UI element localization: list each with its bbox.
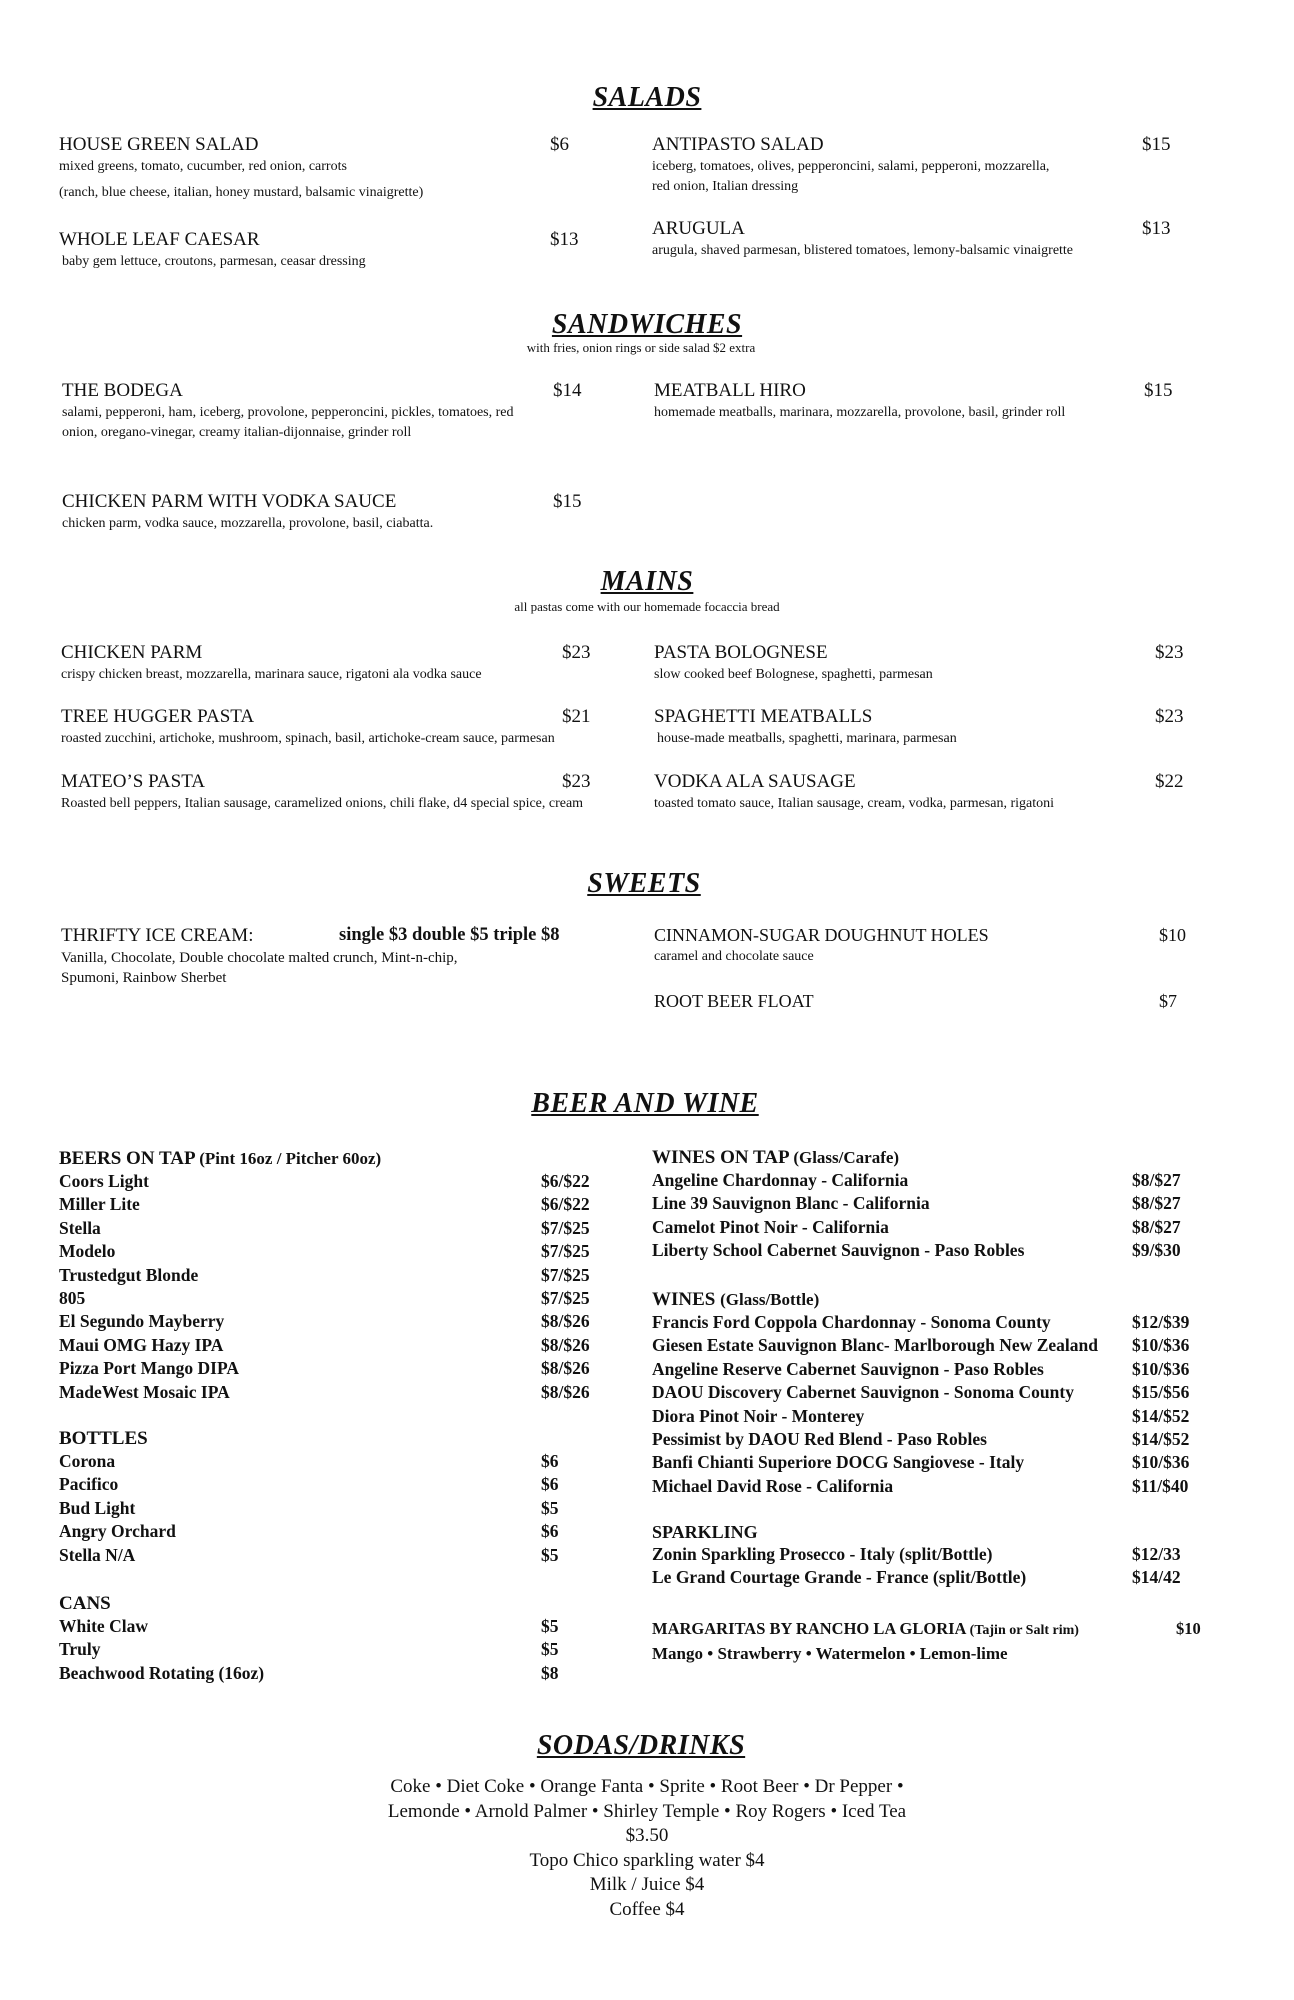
drink-row — [59, 1218, 604, 1241]
drink-row — [652, 1240, 1212, 1263]
drink-name: El Segundo Mayberry — [59, 1311, 225, 1332]
drink-price: $14/$52 — [1132, 1405, 1190, 1426]
beers-on-tap-section — [59, 1148, 604, 1405]
sodas-heading: SODAS/DRINKS — [536, 1730, 746, 1761]
item-price: $6 — [550, 134, 569, 155]
drink-name: Camelot Pinot Noir - California — [652, 1216, 889, 1237]
drink-price: $11/$40 — [1132, 1475, 1189, 1496]
drink-price: $8/$26 — [541, 1358, 590, 1379]
item-name: THE BODEGA — [62, 380, 183, 401]
wines-section — [652, 1289, 1212, 1499]
item-description: iceberg, tomatoes, olives, pepperoncini, salami, pepperoni, mozzarella, red onion, Italian dressing — [652, 159, 1050, 194]
item-price: $21 — [562, 706, 591, 727]
drink-price: $12/33 — [1132, 1544, 1181, 1564]
drink-row — [59, 1451, 604, 1474]
drink-price: $5 — [541, 1639, 559, 1660]
section-title: WINES (Glass/Bottle) — [652, 1289, 820, 1310]
drink-name: 805 — [59, 1287, 86, 1308]
menu-item-pasta-bolognese — [654, 642, 1194, 685]
menu-item-mateos-pasta — [61, 771, 621, 814]
drink-row — [59, 1639, 604, 1662]
item-price: $23 — [1155, 706, 1184, 727]
drink-name: Angry Orchard — [59, 1521, 176, 1542]
drink-row — [59, 1265, 604, 1288]
item-description: toasted tomato sauce, Italian sausage, cream, vodka, parmesan, rigatoni — [654, 796, 1055, 811]
mains-heading: MAINS — [600, 566, 694, 597]
drink-price: $6/$22 — [541, 1194, 590, 1215]
item-price: $15 — [1142, 134, 1171, 155]
drink-price: $5 — [541, 1497, 559, 1518]
drink-row — [59, 1474, 604, 1497]
drink-price: $8/$27 — [1132, 1216, 1181, 1237]
drink-row — [59, 1311, 604, 1334]
menu-item-tree-hugger-pasta — [61, 706, 641, 749]
section-title: BEERS ON TAP (Pint 16oz / Pitcher 60oz) — [59, 1148, 382, 1169]
drink-name: Francis Ford Coppola Chardonnay - Sonoma County — [652, 1312, 1051, 1332]
item-name: TREE HUGGER PASTA — [61, 706, 255, 727]
item-description: slow cooked beef Bolognese, spaghetti, parmesan — [654, 667, 933, 682]
item-name: THRIFTY ICE CREAM: — [61, 925, 254, 946]
margaritas-title: MARGARITAS BY RANCHO LA GLORIA (Tajin or Salt rim) $10 — [652, 1619, 1201, 1638]
menu-item-doughnut-holes — [654, 925, 1199, 967]
section-title: SPARKLING — [652, 1522, 758, 1542]
drink-row — [652, 1544, 1212, 1567]
item-name: MEATBALL HIRO — [654, 380, 806, 401]
item-description: Vanilla, Chocolate, Double chocolate malted crunch, Mint-n-chip, Spumoni, Rainbow Sherbet — [61, 950, 458, 986]
drink-name: Diora Pinot Noir - Monterey — [652, 1405, 865, 1426]
section-title: WINES ON TAP (Glass/Carafe) — [652, 1147, 900, 1168]
drink-row — [59, 1498, 604, 1521]
drink-price: $7/$25 — [541, 1264, 590, 1285]
drink-row — [59, 1545, 604, 1568]
drink-name: Modelo — [59, 1241, 116, 1262]
drink-row — [59, 1663, 604, 1686]
drink-row — [652, 1312, 1212, 1335]
drink-price: $7/$25 — [541, 1217, 590, 1238]
item-name: ARUGULA — [652, 218, 745, 239]
soda-line: Topo Chico sparkling water $4 — [529, 1849, 765, 1871]
drink-row — [652, 1406, 1212, 1429]
item-price: $22 — [1155, 771, 1184, 792]
drink-name: Angeline Reserve Cabernet Sauvignon - Paso Robles — [652, 1358, 1044, 1379]
drink-name: Maui OMG Hazy IPA — [59, 1334, 224, 1355]
item-price: $23 — [1155, 642, 1184, 663]
drink-row — [59, 1171, 604, 1194]
soda-line: Lemonde • Arnold Palmer • Shirley Temple • Roy Rogers • Iced Tea — [387, 1800, 907, 1822]
menu-item-antipasto-salad — [652, 134, 1177, 197]
drink-name: Liberty School Cabernet Sauvignon - Paso Robles — [652, 1240, 1025, 1261]
menu-item-spaghetti-meatballs — [654, 706, 1194, 749]
drink-row — [652, 1429, 1212, 1452]
item-name: CINNAMON-SUGAR DOUGHNUT HOLES — [654, 925, 989, 945]
drink-price: $7/$25 — [541, 1241, 590, 1262]
cans-section — [59, 1593, 604, 1686]
drink-row — [652, 1170, 1212, 1193]
section-title: CANS — [59, 1593, 111, 1614]
menu-item-whole-leaf-caesar — [59, 229, 589, 272]
drink-name: Angeline Chardonnay - California — [652, 1170, 909, 1190]
can-list — [59, 1616, 604, 1686]
drink-row — [652, 1452, 1212, 1475]
item-description: mixed greens, tomato, cucumber, red onion, carrots — [59, 159, 347, 174]
menu-item-house-green-salad — [59, 134, 579, 203]
drink-row — [652, 1476, 1212, 1499]
bottle-list — [59, 1451, 604, 1568]
drink-price: $6 — [541, 1474, 559, 1495]
item-name: VODKA ALA SAUSAGE — [654, 771, 856, 792]
drink-name: Stella N/A — [59, 1544, 136, 1565]
item-price: $23 — [562, 771, 591, 792]
item-name: HOUSE GREEN SALAD — [59, 134, 259, 155]
item-name: CHICKEN PARM — [61, 642, 203, 663]
drink-row — [652, 1335, 1212, 1358]
menu-item-vodka-ala-sausage — [654, 771, 1194, 814]
drink-row — [652, 1382, 1212, 1405]
drink-price: $10/$36 — [1132, 1335, 1190, 1356]
menu-item-arugula — [652, 218, 1177, 261]
beer-tap-list — [59, 1171, 604, 1405]
soda-line: Coffee $4 — [609, 1898, 685, 1920]
drink-name: Michael David Rose - California — [652, 1475, 894, 1496]
drink-name: Banfi Chianti Superiore DOCG Sangiovese - Italy — [652, 1452, 1025, 1473]
drink-price: $6/$22 — [541, 1171, 590, 1191]
drink-name: Pacifico — [59, 1474, 119, 1495]
item-price: $15 — [553, 491, 582, 512]
drink-name: Zonin Sparkling Prosecco - Italy (split/Bottle) — [652, 1544, 993, 1564]
drink-row — [59, 1382, 604, 1405]
drink-price: $9/$30 — [1132, 1240, 1181, 1261]
drink-name: Le Grand Courtage Grande - France (split/Bottle) — [652, 1567, 1027, 1588]
item-name: MATEO’S PASTA — [61, 771, 206, 792]
drink-row — [59, 1194, 604, 1217]
drink-row — [59, 1288, 604, 1311]
drink-name: Beachwood Rotating (16oz) — [59, 1662, 265, 1683]
item-name: WHOLE LEAF CAESAR — [59, 229, 260, 250]
drink-price: $10/$36 — [1132, 1358, 1190, 1379]
item-description: roasted zucchini, artichoke, mushroom, spinach, basil, artichoke-cream sauce, parmesan — [61, 731, 555, 746]
sodas-list — [0, 1775, 1294, 1923]
drink-row — [59, 1521, 604, 1544]
drink-row — [652, 1359, 1212, 1382]
mains-note: all pastas come with our homemade focaccia bread — [514, 599, 780, 614]
drink-row — [652, 1217, 1212, 1240]
item-name: ANTIPASTO SALAD — [652, 134, 824, 155]
drink-name: Trustedgut Blonde — [59, 1264, 199, 1285]
item-name: PASTA BOLOGNESE — [654, 642, 828, 663]
soda-line: Coke • Diet Coke • Orange Fanta • Sprite • Root Beer • Dr Pepper • — [390, 1776, 904, 1797]
item-name: ROOT BEER FLOAT — [654, 991, 814, 1011]
sparkling-section — [652, 1522, 1212, 1591]
item-price: $13 — [550, 229, 579, 250]
drink-price: $14/$52 — [1132, 1428, 1190, 1449]
section-title: BOTTLES — [59, 1428, 148, 1449]
menu-item-the-bodega — [62, 380, 582, 443]
sweets-heading: SWEETS — [587, 868, 701, 899]
wine-tap-list — [652, 1170, 1212, 1264]
item-name: SPAGHETTI MEATBALLS — [654, 706, 873, 727]
item-price: $7 — [1159, 991, 1177, 1011]
menu-item-chicken-parm — [61, 642, 621, 685]
menu-item-thrifty-ice-cream — [61, 925, 621, 988]
soda-line: $3.50 — [625, 1825, 669, 1847]
drink-price: $10/$36 — [1132, 1452, 1190, 1473]
drink-price: $6 — [541, 1521, 559, 1542]
item-prices: single $3 double $5 triple $8 — [339, 925, 560, 945]
item-dressings: (ranch, blue cheese, italian, honey mustard, balsamic vinaigrette) — [59, 185, 424, 200]
drink-price: $8/$26 — [541, 1311, 590, 1332]
drink-price: $5 — [541, 1616, 559, 1636]
item-price: $10 — [1159, 925, 1186, 945]
item-price: $23 — [562, 642, 591, 663]
drink-price: $8/$27 — [1132, 1193, 1181, 1214]
item-price: $15 — [1144, 380, 1173, 401]
drink-name: Giesen Estate Sauvignon Blanc- Marlborough New Zealand — [652, 1335, 1098, 1356]
sparkling-list — [652, 1544, 1212, 1591]
wines-on-tap-section — [652, 1147, 1212, 1264]
item-description: salami, pepperoni, ham, iceberg, provolone, pepperoncini, pickles, tomatoes, red onion, oregano-vinegar, creamy italian-dijonnaise, grinder roll — [62, 405, 514, 440]
sandwiches-heading: SANDWICHES — [551, 309, 743, 340]
margaritas-section — [652, 1619, 1212, 1664]
drink-row — [652, 1567, 1212, 1590]
item-description: house-made meatballs, spaghetti, marinara, parmesan — [657, 731, 957, 746]
drink-name: Pessimist by DAOU Red Blend - Paso Robles — [652, 1428, 987, 1449]
soda-line: Milk / Juice $4 — [589, 1874, 705, 1896]
item-description: Roasted bell peppers, Italian sausage, caramelized onions, chili flake, d4 special spice, cream — [61, 796, 584, 811]
drink-name: Stella — [59, 1217, 101, 1238]
drink-name: MadeWest Mosaic IPA — [59, 1381, 230, 1402]
drink-name: Truly — [59, 1639, 101, 1660]
drink-row — [59, 1241, 604, 1264]
drink-price: $8/$27 — [1132, 1170, 1181, 1190]
drink-price: $15/$56 — [1132, 1382, 1190, 1403]
menu-item-root-beer-float — [654, 991, 1199, 1012]
salads-heading: SALADS — [592, 82, 702, 113]
drink-price: $5 — [541, 1544, 559, 1565]
bottles-section — [59, 1428, 604, 1568]
item-description: caramel and chocolate sauce — [654, 949, 814, 964]
drink-name: Pizza Port Mango DIPA — [59, 1358, 239, 1379]
drink-name: Line 39 Sauvignon Blanc - California — [652, 1193, 930, 1214]
drink-price: $7/$25 — [541, 1287, 590, 1308]
drink-row — [59, 1335, 604, 1358]
drink-row — [59, 1616, 604, 1639]
item-description: homemade meatballs, marinara, mozzarella, provolone, basil, grinder roll — [654, 405, 1066, 420]
item-price: $13 — [1142, 218, 1171, 239]
menu-item-chicken-parm-vodka-sauce — [62, 491, 602, 534]
drink-name: Bud Light — [59, 1497, 136, 1518]
item-description: arugula, shaved parmesan, blistered tomatoes, lemony-balsamic vinaigrette — [652, 243, 1074, 258]
drink-price: $6 — [541, 1451, 559, 1471]
item-description: baby gem lettuce, croutons, parmesan, ceasar dressing — [62, 254, 366, 269]
drink-row — [652, 1193, 1212, 1216]
drink-row — [59, 1358, 604, 1381]
margaritas-flavors: Mango • Strawberry • Watermelon • Lemon-lime — [652, 1644, 1008, 1663]
item-price: $14 — [553, 380, 582, 401]
drink-name: Miller Lite — [59, 1194, 140, 1215]
menu-item-meatball-hiro — [654, 380, 1179, 423]
drink-price: $8/$26 — [541, 1334, 590, 1355]
drink-name: Coors Light — [59, 1171, 149, 1191]
drink-name: DAOU Discovery Cabernet Sauvignon - Sonoma County — [652, 1382, 1074, 1403]
drink-name: Corona — [59, 1451, 116, 1471]
drink-price: $14/42 — [1132, 1567, 1181, 1588]
item-description: chicken parm, vodka sauce, mozzarella, provolone, basil, ciabatta. — [62, 516, 434, 531]
drink-price: $8/$26 — [541, 1381, 590, 1402]
wine-list — [652, 1312, 1212, 1499]
item-description: crispy chicken breast, mozzarella, marinara sauce, rigatoni ala vodka sauce — [61, 667, 482, 682]
drink-price: $8 — [541, 1662, 559, 1683]
margaritas-price: $10 — [1176, 1619, 1201, 1638]
drink-price: $12/$39 — [1132, 1312, 1190, 1332]
beer-wine-heading: BEER AND WINE — [531, 1088, 759, 1119]
sandwiches-note: with fries, onion rings or side salad $2 extra — [526, 340, 756, 355]
drink-name: White Claw — [59, 1616, 148, 1636]
item-name: CHICKEN PARM WITH VODKA SAUCE — [62, 491, 397, 512]
